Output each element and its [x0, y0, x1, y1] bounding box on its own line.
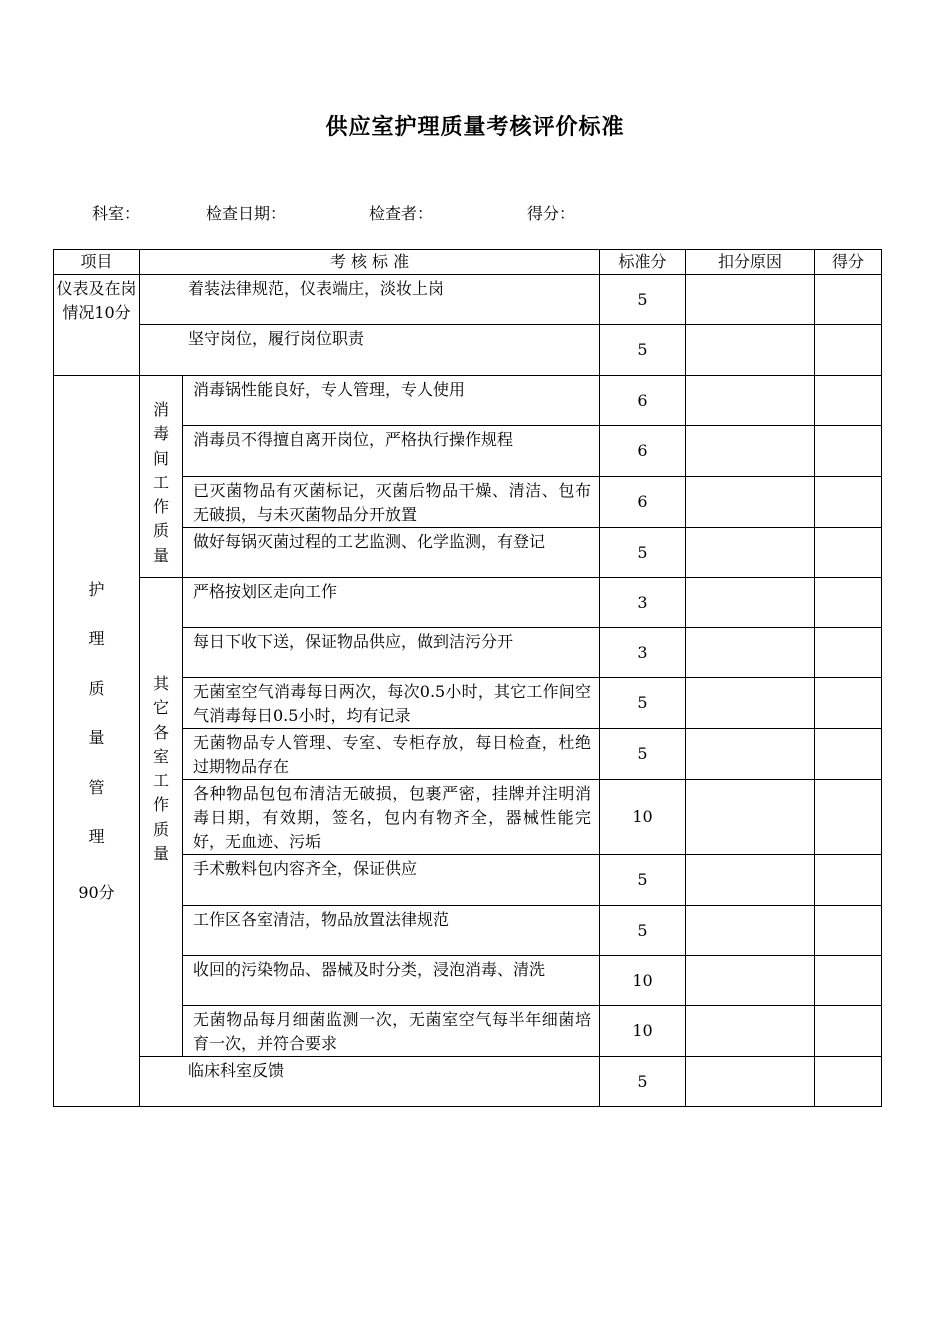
deduction-reason-cell[interactable]	[686, 376, 815, 426]
section-label-char: 理	[88, 629, 105, 648]
points-cell: 5	[600, 325, 686, 376]
deduction-reason-cell[interactable]	[686, 628, 815, 678]
deduction-reason-cell[interactable]	[686, 956, 815, 1006]
section-label-char: 量	[88, 728, 105, 747]
section-label-char: 理	[88, 827, 105, 846]
deduction-reason-cell[interactable]	[686, 855, 815, 906]
score-cell[interactable]	[815, 906, 882, 956]
criterion-cell: 无菌物品专人管理、专室、专柜存放，每日检查，杜绝过期物品存在	[183, 729, 600, 780]
deduction-reason-cell[interactable]	[686, 678, 815, 729]
criterion-cell: 工作区各室清洁，物品放置法律规范	[183, 906, 600, 956]
table-row	[54, 1057, 882, 1107]
criterion-cell: 各种物品包包布清洁无破损，包裹严密，挂牌并注明消毒日期，有效期，签名，包内有物齐全，器械性能完好，无血迹、污垢	[183, 780, 600, 855]
score-cell[interactable]	[815, 729, 882, 780]
check-date-label: 检查日期：	[206, 204, 287, 223]
deduction-reason-cell[interactable]	[686, 528, 815, 578]
points-cell: 5	[600, 678, 686, 729]
criterion-cell: 临床科室反馈	[140, 1057, 600, 1107]
deduction-reason-cell[interactable]	[686, 1057, 815, 1107]
deduction-reason-cell[interactable]	[686, 1006, 815, 1057]
score-cell[interactable]	[815, 578, 882, 628]
checker-label: 检查者：	[369, 204, 434, 223]
points-cell: 5	[600, 275, 686, 325]
score-cell[interactable]	[815, 528, 882, 578]
points-cell: 10	[600, 1006, 686, 1057]
points-cell: 6	[600, 477, 686, 528]
criterion-cell: 消毒员不得擅自离开岗位，严格执行操作规程	[183, 426, 600, 477]
table-row	[54, 325, 882, 376]
deduction-reason-cell[interactable]	[686, 780, 815, 855]
score-cell[interactable]	[815, 477, 882, 528]
score-cell[interactable]	[815, 628, 882, 678]
score-cell[interactable]	[815, 855, 882, 906]
criterion-cell: 无菌室空气消毒每日两次，每次0.5小时，其它工作间空气消毒每日0.5小时，均有记录	[183, 678, 600, 729]
header-deduction-reason: 扣分原因	[686, 250, 815, 275]
points-cell: 3	[600, 628, 686, 678]
section-label-char: 管	[88, 777, 105, 797]
section-label-score: 90分	[78, 882, 115, 902]
document-title: 供应室护理质量考核评价标准	[325, 114, 625, 140]
score-cell[interactable]	[815, 1006, 882, 1057]
score-cell[interactable]	[815, 956, 882, 1006]
score-cell[interactable]	[815, 275, 882, 325]
deduction-reason-cell[interactable]	[686, 325, 815, 376]
deduction-reason-cell[interactable]	[686, 426, 815, 477]
section-label-char: 护	[88, 579, 105, 599]
evaluation-table	[53, 249, 882, 1107]
points-cell: 10	[600, 956, 686, 1006]
subsection-sterilization-label: 消毒间工作质量	[140, 376, 183, 578]
score-cell[interactable]	[815, 678, 882, 729]
score-cell[interactable]	[815, 1057, 882, 1107]
points-cell: 6	[600, 426, 686, 477]
score-cell[interactable]	[815, 780, 882, 855]
table-header-row	[54, 250, 882, 275]
criterion-cell: 收回的污染物品、器械及时分类，浸泡消毒、清洗	[183, 956, 600, 1006]
criterion-cell: 手术敷料包内容齐全，保证供应	[183, 855, 600, 906]
criterion-cell: 已灭菌物品有灭菌标记，灭菌后物品干燥、清洁、包布无破损，与未灭菌物品分开放置	[183, 477, 600, 528]
points-cell: 3	[600, 578, 686, 628]
criterion-cell: 着装法律规范，仪表端庄，淡妆上岗	[140, 275, 600, 325]
deduction-reason-cell[interactable]	[686, 906, 815, 956]
criterion-cell: 坚守岗位，履行岗位职责	[140, 325, 600, 376]
score-cell[interactable]	[815, 426, 882, 477]
points-cell: 5	[600, 1057, 686, 1107]
points-cell: 5	[600, 528, 686, 578]
section-nursing-quality-label	[54, 376, 140, 1107]
header-score: 得分	[815, 250, 882, 275]
header-criteria: 考 核 标 准	[140, 250, 600, 275]
points-cell: 6	[600, 376, 686, 426]
section-appearance-label: 仪表及在岗情况10分	[54, 275, 140, 376]
header-standard-points: 标准分	[600, 250, 686, 275]
points-cell: 5	[600, 855, 686, 906]
subsection-other-rooms-label: 其它各室工作质量	[140, 578, 183, 1057]
deduction-reason-cell[interactable]	[686, 275, 815, 325]
table-row	[54, 578, 882, 628]
section-label-char: 质	[88, 678, 105, 698]
criterion-cell: 每日下收下送，保证物品供应，做到洁污分开	[183, 628, 600, 678]
criterion-cell: 做好每锅灭菌过程的工艺监测、化学监测，有登记	[183, 528, 600, 578]
score-label: 得分：	[527, 204, 576, 223]
criterion-cell: 无菌物品每月细菌监测一次，无菌室空气每半年细菌培育一次，并符合要求	[183, 1006, 600, 1057]
header-item: 项目	[54, 250, 140, 275]
points-cell: 10	[600, 780, 686, 855]
table-row	[54, 376, 882, 426]
criterion-cell: 严格按划区走向工作	[183, 578, 600, 628]
deduction-reason-cell[interactable]	[686, 729, 815, 780]
deduction-reason-cell[interactable]	[686, 477, 815, 528]
score-cell[interactable]	[815, 325, 882, 376]
score-cell[interactable]	[815, 376, 882, 426]
points-cell: 5	[600, 906, 686, 956]
criterion-cell: 消毒锅性能良好，专人管理，专人使用	[183, 376, 600, 426]
table-row	[54, 275, 882, 325]
deduction-reason-cell[interactable]	[686, 578, 815, 628]
department-label: 科室：	[92, 204, 141, 223]
points-cell: 5	[600, 729, 686, 780]
